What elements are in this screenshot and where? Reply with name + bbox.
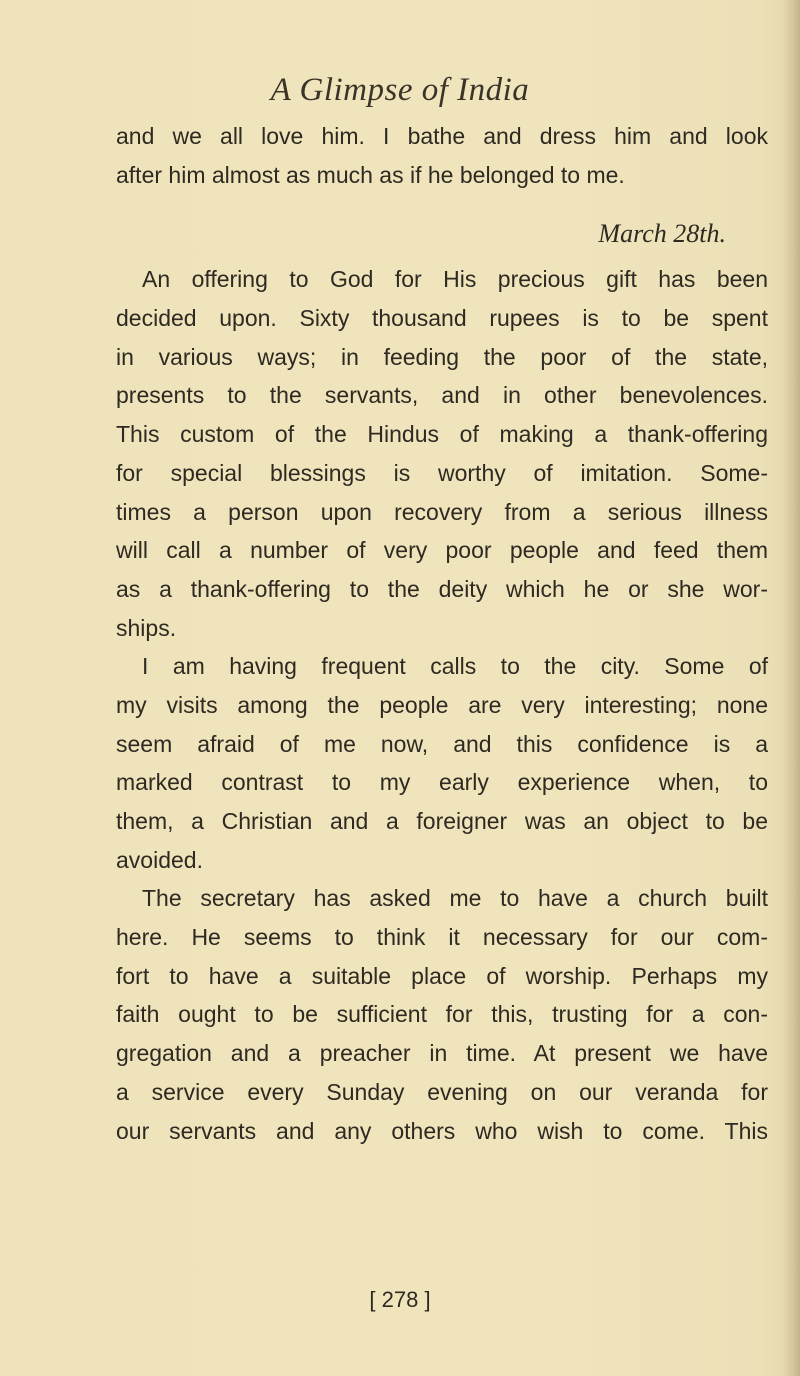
text-line: here. He seems to think it necessary for our com- bbox=[116, 924, 768, 951]
text-line: after him almost as much as if he belonged to me. bbox=[116, 161, 625, 188]
text-line: The secretary has asked me to have a church built bbox=[142, 885, 768, 912]
text-line: in various ways; in feeding the poor of the state, bbox=[116, 343, 768, 370]
entry-date: March 28th. bbox=[598, 219, 726, 249]
page-number: [ 278 ] bbox=[369, 1287, 431, 1312]
text-line: them, a Christian and a foreigner was an object to be bbox=[116, 808, 768, 834]
text-line: presents to the servants, and in other benevolences. bbox=[116, 382, 768, 409]
text-line: avoided. bbox=[116, 846, 203, 873]
text-line: for special blessings is worthy of imitation. Some- bbox=[116, 459, 768, 486]
text-line: marked contrast to my early experience when, to bbox=[116, 769, 768, 796]
page-edge-shadow bbox=[782, 0, 800, 1376]
text-line: I am having frequent calls to the city. Some of bbox=[142, 653, 768, 680]
text-line: as a thank-offering to the deity which he or she wor- bbox=[116, 575, 768, 602]
text-line: ships. bbox=[116, 614, 177, 641]
text-line: times a person upon recovery from a serious illness bbox=[116, 498, 768, 525]
text-line: our servants and any others who wish to come. This bbox=[116, 1117, 768, 1144]
text-line: will call a number of very poor people and feed them bbox=[116, 537, 768, 564]
text-line: a service every Sunday evening on our veranda for bbox=[116, 1078, 768, 1105]
body-text bbox=[116, 117, 768, 1150]
text-line: This custom of the Hindus of making a thank-offering bbox=[116, 421, 768, 448]
running-head: A Glimpse of India bbox=[270, 72, 530, 108]
text-line: and we all love him. I bathe and dress him and look bbox=[116, 123, 768, 149]
text-line: An offering to God for His precious gift has been bbox=[142, 266, 768, 293]
text-line: faith ought to be sufficient for this, trusting for a con- bbox=[116, 1001, 768, 1028]
text-line: gregation and a preacher in time. At present we have bbox=[116, 1040, 768, 1067]
text-line: fort to have a suitable place of worship. Perhaps my bbox=[116, 962, 768, 989]
text-line: my visits among the people are very interesting; none bbox=[116, 691, 768, 718]
text-line: seem afraid of me now, and this confidence is a bbox=[116, 730, 768, 757]
text-line: decided upon. Sixty thousand rupees is to be spent bbox=[116, 305, 768, 332]
